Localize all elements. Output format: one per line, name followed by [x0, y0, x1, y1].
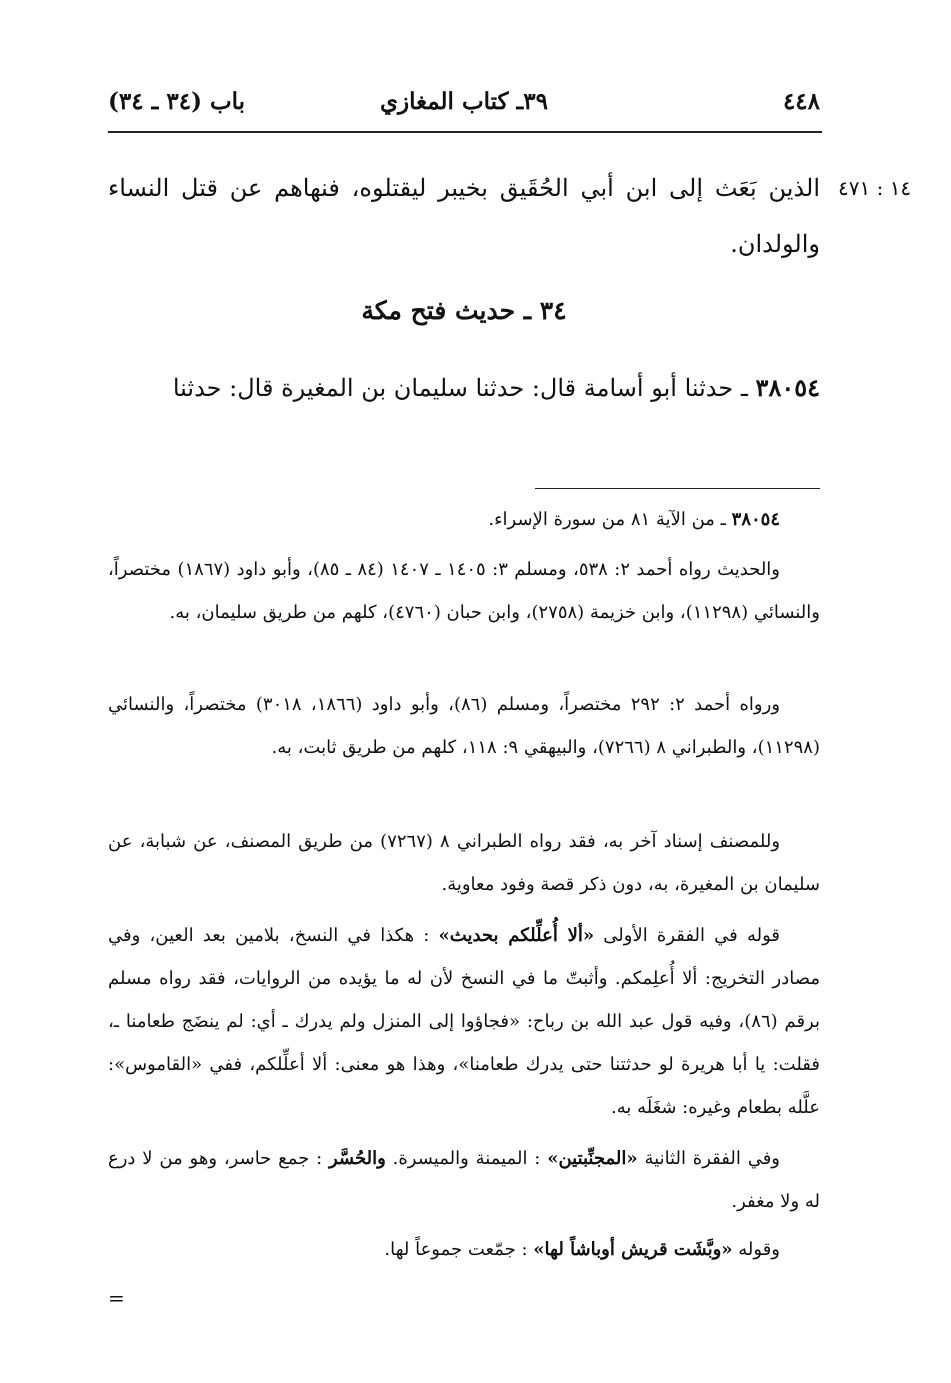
- footnote-text: والحديث رواه أحمد ٢: ٥٣٨، ومسلم ٣: ١٤٠٥ ـ ١٤٠٧ (٨٤ ـ ٨٥)، وأبو داود (١٨٦٧) مختصراً، والنسائي (١١٢٩٨)، وابن خزيمة (٢٧٥٨)، وابن حبان (٤٧٦٠)، كلهم من طريق سليمان، به.: [108, 559, 820, 623]
- hadith-paragraph: [108, 360, 820, 416]
- marginal-reference: ١٤ : ٤٧١: [838, 176, 912, 200]
- footnote-text: قوله في الفقرة الأولى: [603, 925, 780, 946]
- page-number: ٤٤٨: [782, 88, 820, 115]
- footnote-7: [108, 1228, 820, 1271]
- footnote-1: [108, 498, 820, 541]
- main-paragraph: الذين بَعَث إلى ابن أبي الحُقَيق بخيبر ليقتلوه، فنهاهم عن قتل النساء والولدان.: [108, 174, 820, 258]
- footnote-6: [108, 1137, 820, 1223]
- footnote-text: : جمّعت جموعاً لها.: [384, 1239, 528, 1260]
- footnote-text: : جمع حاسر، وهو من لا درع له ولا مغفر.: [108, 1148, 820, 1212]
- footnote-text: : هكذا في النسخ، بلامين بعد العين، وفي مصادر التخريج: ألا أُعلِمكم. وأثبتّ ما في النسخ لأن له ما يؤيده من الروايات، فقد رواه مسلم برقم (٨٦)، وفيه قول عبد الله بن رباح: «فجاؤوا إلى المنزل ولم يدرك ـ أي: لم ينضَج طعامنا ـ، فقلت: يا أبا هريرة لو حدثتنا حتى يدرك طعامنا»، وهذا هو معنى: ألا أعلِّلكم، ففي «القاموس»: علَّله بطعام وغيره: شغَلَه به.: [108, 925, 820, 1118]
- header-divider: [108, 131, 822, 133]
- footnote-4: [108, 820, 820, 906]
- quoted-phrase: «وبَّشَت قريش أوباشاً لها»: [533, 1239, 733, 1260]
- quoted-phrase: «المجنِّبتين»: [547, 1148, 638, 1169]
- footnote-5: [108, 914, 820, 1129]
- page-header: [108, 88, 820, 124]
- hadith-text: ـ حدثنا أبو أسامة قال: حدثنا سليمان بن المغيرة قال: حدثنا: [172, 374, 748, 402]
- footnote-text: ورواه أحمد ٢: ٢٩٢ مختصراً، ومسلم (٨٦)، وأبو داود (١٨٦٦، ٣٠١٨) مختصراً، والنسائي (١١٢٩٨)، والطبراني ٨ (٧٢٦٦)، والبيهقي ٩: ١١٨، كلهم من طريق ثابت، به.: [108, 694, 820, 758]
- footnote-text: وفي الفقرة الثانية: [644, 1148, 781, 1169]
- continuation-mark: =: [108, 1286, 125, 1310]
- chapter-reference: باب (٣٤ ـ ٣٤): [108, 88, 246, 115]
- hadith-number: ٣٨٠٥٤: [755, 373, 820, 402]
- footnote-divider: [535, 488, 820, 489]
- footnote-text: : الميمنة والميسرة.: [392, 1148, 541, 1169]
- footnote-number: ٣٨٠٥٤: [731, 509, 780, 530]
- footnote-2: [108, 548, 820, 634]
- quoted-phrase: والحُسَّر: [329, 1148, 386, 1169]
- quoted-phrase: «ألا أُعلِّلكم بحديث»: [438, 925, 595, 946]
- book-title: ٣٩ـ كتاب المغازي: [380, 88, 548, 115]
- footnote-text: وقوله: [738, 1239, 780, 1260]
- footnote-text: وللمصنف إسناد آخر به، فقد رواه الطبراني ٨ (٧٢٦٧) من طريق المصنف، عن شبابة، عن سليمان بن المغيرة، به، دون ذكر قصة وفود معاوية.: [108, 831, 820, 895]
- footnote-3: [108, 683, 820, 769]
- section-title: ٣٤ ـ حديث فتح مكة: [361, 296, 567, 325]
- footnote-text: ـ من الآية ٨١ من سورة الإسراء.: [488, 509, 726, 530]
